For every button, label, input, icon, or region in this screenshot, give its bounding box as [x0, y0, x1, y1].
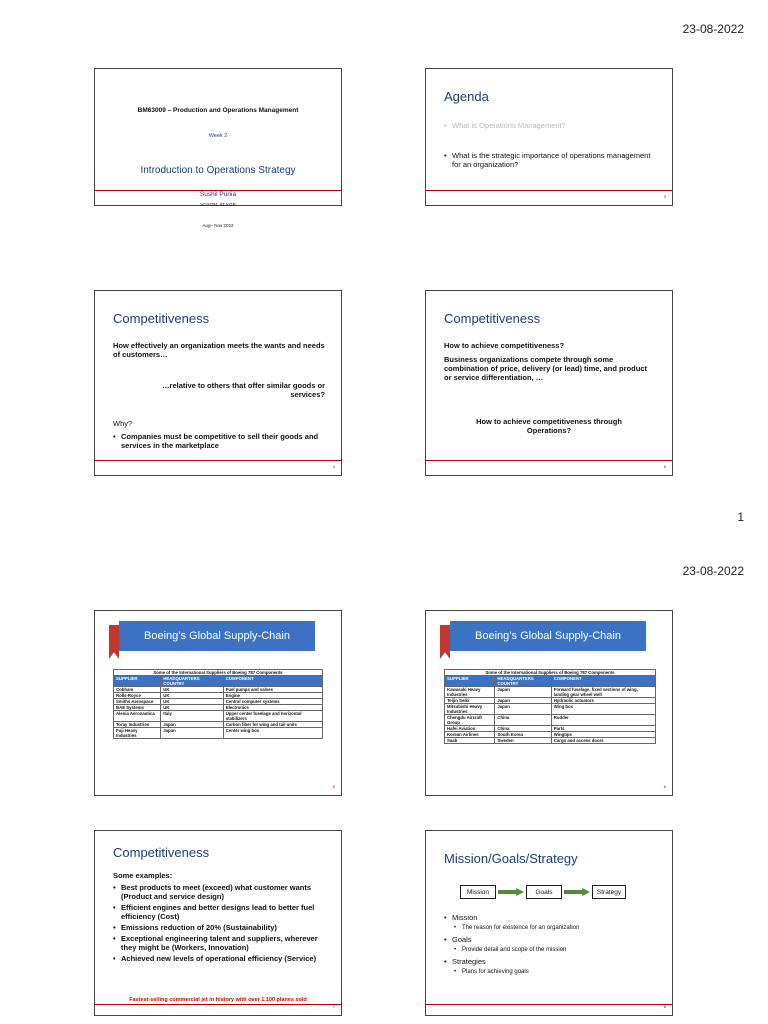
- flow-mission: Mission: [460, 885, 496, 899]
- cell: Rolls-Royce: [114, 693, 161, 699]
- author-name: Sushil Punia: [199, 191, 237, 198]
- slide-competitiveness-1: [94, 290, 342, 476]
- slide-title: Competitiveness: [113, 845, 210, 860]
- slide-title: [94, 68, 342, 206]
- cell: Fuji Heavy Industries: [114, 728, 161, 739]
- slide-competitiveness-examples: [94, 830, 342, 1016]
- cell: Cargo and access doors: [551, 738, 655, 744]
- cell: Cobham: [114, 687, 161, 693]
- table-row: [114, 728, 323, 739]
- table-row: [114, 711, 323, 722]
- cell: Wingtips: [551, 732, 655, 738]
- cell: China: [495, 715, 551, 726]
- question-2: How to achieve competitiveness through Operations?: [476, 417, 622, 435]
- header-country: HEADQUARTERS COUNTRY: [495, 676, 551, 687]
- cell: Teijin Seiki: [445, 698, 495, 704]
- slide-supply-chain-1: [94, 610, 342, 796]
- term: Aug– Nov 2022: [202, 223, 234, 228]
- banner-flag: [109, 625, 119, 659]
- cell: Chengdu Aircraft Group: [445, 715, 495, 726]
- cell: UK: [161, 699, 223, 705]
- affiliation: VGSOM, IIT KGP: [200, 202, 236, 207]
- list-subitem: • Plans for achieving goals: [444, 968, 656, 977]
- cell: Center wing box: [223, 728, 322, 739]
- flow-strategy: Strategy: [592, 885, 626, 899]
- week-label: Week 2: [208, 133, 228, 139]
- slide-title: Agenda: [444, 89, 489, 104]
- why-label: Why?: [113, 419, 133, 428]
- slide-number: 3: [663, 194, 666, 199]
- cell: Korean Airlines: [445, 732, 495, 738]
- cell: Kawasaki Heavy Industries: [445, 687, 495, 698]
- question: How to achieve competitiveness?: [444, 341, 565, 350]
- cell: Central computer systems: [223, 699, 322, 705]
- cell: UK: [161, 687, 223, 693]
- slide-number: 6: [332, 784, 335, 789]
- cell: China: [495, 726, 551, 732]
- header-component: COMPONENT: [223, 676, 322, 687]
- reason: [113, 432, 325, 452]
- list-item: • Strategies: [444, 957, 656, 966]
- cell: UK: [161, 705, 223, 711]
- course-name: BM63009 – Production and Operations Management: [137, 107, 299, 114]
- banner-title: Boeing’s Global Supply-Chain: [144, 630, 290, 642]
- cell: Toray Industries: [114, 722, 161, 728]
- banner-flag: [440, 625, 450, 659]
- cell: South Korea: [495, 732, 551, 738]
- banner-title: Boeing’s Global Supply-Chain: [475, 630, 621, 642]
- slide-agenda: [425, 68, 673, 206]
- slide-divider: [95, 460, 341, 461]
- slide-divider: [426, 190, 672, 191]
- examples-list: [113, 883, 325, 965]
- cell: Alenia Aeronautica: [114, 711, 161, 722]
- list-item: • Mission: [444, 913, 656, 922]
- slide-title: Competitiveness: [444, 311, 541, 326]
- slide-number: 4: [332, 464, 335, 469]
- bullet: • Companies must be competitive to sell their goods and services in the marketplace: [113, 432, 325, 450]
- agenda-item: [444, 151, 656, 171]
- list-item: • Best products to meet (exceed) what customer wants (Product and service design): [113, 883, 325, 901]
- cell: Saab: [445, 738, 495, 744]
- bullet: • What is the strategic importance of operations management for an organization?: [444, 151, 656, 169]
- header-supplier: SUPPLIER: [114, 676, 161, 687]
- cell: Engine: [223, 693, 322, 699]
- arrow-icon: [498, 888, 524, 896]
- list-item: • Exceptional engineering talent and suppliers, wherever they might be (Workers, Innovation): [113, 934, 325, 952]
- explanation: Business organizations compete through some combination of price, delivery (or lead) time, and product or service differentiation, …: [444, 355, 647, 382]
- cell: Sweden: [495, 738, 551, 744]
- table-row: [445, 704, 656, 715]
- slide-number: 5: [663, 464, 666, 469]
- slide-divider: [426, 460, 672, 461]
- cell: Rudder: [551, 715, 655, 726]
- cell: Japan: [495, 704, 551, 715]
- list-subitem: • The reason for existence for an organization: [444, 924, 656, 933]
- flow-goals: Goals: [526, 885, 562, 899]
- cell: Mitsubishi Heavy Industries: [445, 704, 495, 715]
- slide-main-title: Introduction to Operations Strategy: [140, 165, 296, 176]
- cell: Italy: [161, 711, 223, 722]
- cell: Hydraulic actuators: [551, 698, 655, 704]
- cell: Japan: [161, 728, 223, 739]
- supplier-table: [113, 669, 323, 739]
- slide-competitiveness-2: [425, 290, 673, 476]
- list-item: • Achieved new levels of operational efficiency (Service): [113, 954, 325, 963]
- cell: Wing box: [551, 704, 655, 715]
- table-row: [445, 687, 656, 698]
- agenda-faded-item: [444, 121, 656, 132]
- banner: [450, 621, 646, 651]
- definition-line: How effectively an organization meets the wants and needs of customers…: [113, 341, 325, 359]
- slide-number: 6: [663, 784, 666, 789]
- slide-divider: [426, 1004, 672, 1005]
- bullet: • What is Operations Management?: [444, 121, 656, 130]
- table-row: [445, 738, 656, 744]
- definitions-list: [444, 913, 656, 979]
- examples-intro: Some examples:: [113, 871, 173, 880]
- banner: [119, 621, 315, 651]
- list-item: • Efficient engines and better designs lead to better fuel efficiency (Cost): [113, 903, 325, 921]
- cell: UK: [161, 693, 223, 699]
- page1-number: 1: [737, 510, 744, 524]
- slide-number: 8: [663, 1004, 666, 1009]
- cell: Hafei Aviation: [445, 726, 495, 732]
- arrow-icon: [564, 888, 590, 896]
- cell: Japan: [161, 722, 223, 728]
- cell: Carbon fiber for wing and tail units: [223, 722, 322, 728]
- footer-note: Fastest-selling commercial jet in history with over 1,100 planes sold: [129, 997, 307, 1003]
- supplier-table: [444, 669, 656, 744]
- list-subitem: • Provide detail and scope of the mission: [444, 946, 656, 955]
- cell: Japan: [495, 687, 551, 698]
- list-item: • Goals: [444, 935, 656, 944]
- cell: BAE Systems: [114, 705, 161, 711]
- page1-date: 23-08-2022: [682, 22, 744, 36]
- slide-mission-goals-strategy: [425, 830, 673, 1016]
- slide-supply-chain-2: [425, 610, 673, 796]
- slide-title: Mission/Goals/Strategy: [444, 851, 578, 866]
- cell: Fuel pumps and valves: [223, 687, 322, 693]
- slide-title: Competitiveness: [113, 311, 210, 326]
- cell: Japan: [495, 698, 551, 704]
- slide-number: 7: [332, 1004, 335, 1009]
- header-component: COMPONENT: [551, 676, 655, 687]
- cell: Forward fuselage, fixed sections of wing, landing gear wheel well: [551, 687, 655, 698]
- table-row: [445, 715, 656, 726]
- slide-divider: [95, 1004, 341, 1005]
- cell: Parts: [551, 726, 655, 732]
- cell: Electronics: [223, 705, 322, 711]
- cell: Upper center fuselage and horizontal stabilizers: [223, 711, 322, 722]
- definition-line-2: …relative to others that offer similar goods or services?: [162, 381, 325, 399]
- page2-date: 23-08-2022: [682, 564, 744, 578]
- cell: Smiths Aerospace: [114, 699, 161, 705]
- list-item: • Emissions reduction of 20% (Sustainability): [113, 923, 325, 932]
- header-supplier: SUPPLIER: [445, 676, 495, 687]
- header-country: HEADQUARTERS COUNTRY: [161, 676, 223, 687]
- table-caption: Some of the International Suppliers of Boeing 787 Components: [445, 670, 656, 676]
- table-caption: Some of the International Suppliers of Boeing 787 Components: [114, 670, 323, 676]
